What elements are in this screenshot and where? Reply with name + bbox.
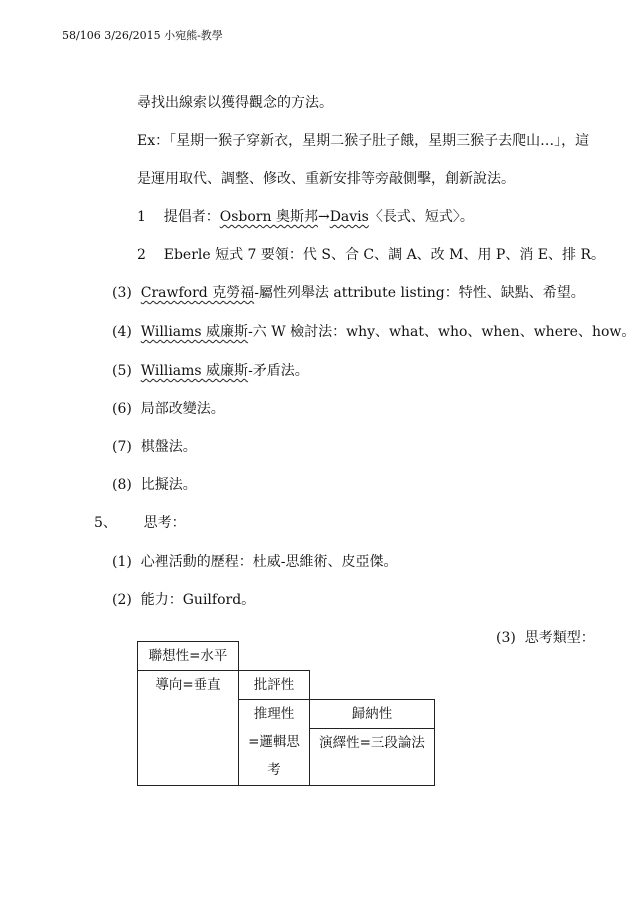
item-number: 1: [137, 209, 146, 225]
list-item: [112, 551, 397, 571]
list-item: [137, 244, 605, 264]
list-item: [112, 398, 225, 418]
item-number: (1): [112, 554, 132, 570]
table-cell: 歸納性: [310, 700, 435, 729]
arrow: →: [317, 209, 330, 225]
item-text: 能力：Guilford。: [140, 592, 256, 608]
item-text: 心裡活動的歷程：杜威-思維術、皮亞傑。: [140, 554, 398, 570]
item-text: 〈長式、短式〉。: [368, 209, 474, 225]
list-item: [112, 360, 309, 380]
item-number: (3): [112, 285, 132, 301]
item-number: (4): [112, 324, 132, 340]
item-text: Eberle 短式 7 要領：代 S、合 C、調 A、改 M、用 P、消 E、排 R。: [163, 247, 605, 263]
item-text: -屬性列舉法 attribute listing：特性、缺點、希望。: [254, 285, 585, 301]
cell-line: 考: [267, 762, 281, 778]
list-item: [112, 436, 197, 456]
item-number: 5、: [94, 515, 117, 531]
table-cell: 演繹性=三段論法: [310, 729, 435, 786]
name-underlined: Osborn 奧斯邦: [219, 209, 318, 225]
text-line: Ex：「星期一猴子穿新衣，星期二猴子肚子餓，星期三猴子去爬山…」，這: [137, 133, 590, 149]
item-text: 思考類型：: [524, 630, 595, 646]
section-heading: [94, 512, 186, 532]
table-cell: 聯想性=水平: [138, 642, 239, 671]
page-header: 58/106 3/26/2015 小宛熊-教學: [62, 29, 223, 42]
item-number: (3): [496, 630, 516, 646]
item-text: -六 W 檢討法：why、what、who、when、where、how。: [248, 324, 636, 340]
item-number: (6): [112, 401, 132, 417]
list-item: [112, 589, 255, 609]
text-line: 是運用取代、調整、修改、重新安排等旁敲側擊，創新說法。: [137, 171, 515, 187]
list-item: [496, 627, 595, 647]
item-text: 思考：: [143, 515, 186, 531]
table-cell: 批評性: [239, 671, 310, 700]
text-line: 尋找出線索以獲得觀念的方法。: [137, 95, 333, 111]
list-item: [112, 474, 197, 494]
thinking-types-table: [137, 641, 435, 786]
item-text: 局部改變法。: [140, 401, 225, 417]
item-number: (8): [112, 477, 132, 493]
list-item: [112, 321, 635, 341]
name-underlined: Williams 威廉斯: [140, 363, 249, 379]
item-text: 提倡者：: [163, 209, 220, 225]
item-text: 棋盤法。: [140, 439, 197, 455]
item-number: (2): [112, 592, 132, 608]
name-underlined: Davis: [329, 209, 369, 225]
item-number: 2: [137, 247, 146, 263]
table-cell: 導向=垂直: [138, 671, 239, 786]
item-number: (7): [112, 439, 132, 455]
item-text: 比擬法。: [140, 477, 197, 493]
table-cell: [239, 700, 310, 786]
list-item: [137, 206, 474, 226]
item-number: (5): [112, 363, 132, 379]
item-text: -矛盾法。: [248, 363, 309, 379]
list-item: [112, 282, 585, 302]
cell-line: 推理性: [253, 706, 295, 722]
name-underlined: Crawford 克勞福: [140, 285, 255, 301]
cell-line: =邏輯思: [248, 734, 300, 750]
name-underlined: Williams 威廉斯: [140, 324, 249, 340]
